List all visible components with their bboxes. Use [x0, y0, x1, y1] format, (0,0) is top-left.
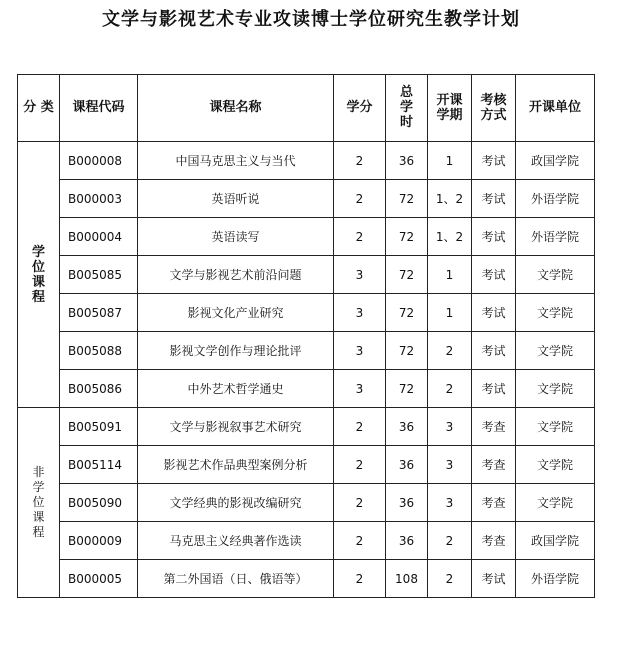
course-name-cell: 影视文化产业研究	[138, 294, 334, 332]
course-code-cell: B000003	[60, 180, 138, 218]
hours-cell: 72	[386, 180, 428, 218]
unit-cell: 文学院	[516, 484, 595, 522]
hours-cell: 36	[386, 446, 428, 484]
hours-cell: 72	[386, 332, 428, 370]
semester-cell: 1、2	[428, 218, 472, 256]
header-semester-label: 开课学期	[436, 92, 463, 123]
course-name-cell: 第二外国语（日、俄语等）	[138, 560, 334, 598]
unit-cell: 文学院	[516, 408, 595, 446]
unit-cell: 外语学院	[516, 560, 595, 598]
course-name-cell: 中国马克思主义与当代	[138, 142, 334, 180]
category-label: 非学位课程	[32, 465, 45, 539]
table-row	[18, 332, 595, 370]
hours-cell: 72	[386, 294, 428, 332]
assessment-cell: 考试	[472, 332, 516, 370]
course-code-cell: B005086	[60, 370, 138, 408]
semester-cell: 1、2	[428, 180, 472, 218]
course-code-cell: B000009	[60, 522, 138, 560]
credits-cell: 3	[334, 294, 386, 332]
course-code-cell: B000008	[60, 142, 138, 180]
assessment-cell: 考试	[472, 370, 516, 408]
header-unit: 开课单位	[516, 75, 595, 142]
course-name-cell: 文学经典的影视改编研究	[138, 484, 334, 522]
unit-cell: 文学院	[516, 446, 595, 484]
credits-cell: 3	[334, 256, 386, 294]
semester-cell: 2	[428, 522, 472, 560]
header-assessment-label: 考核方式	[480, 92, 507, 123]
header-assessment	[472, 75, 516, 142]
unit-cell: 外语学院	[516, 180, 595, 218]
unit-cell: 文学院	[516, 294, 595, 332]
hours-cell: 36	[386, 522, 428, 560]
course-name-cell: 英语听说	[138, 180, 334, 218]
category-non-degree-courses	[18, 408, 60, 598]
table-row	[18, 560, 595, 598]
assessment-cell: 考试	[472, 218, 516, 256]
hours-cell: 72	[386, 256, 428, 294]
category-label: 学位课程	[31, 244, 45, 305]
credits-cell: 2	[334, 180, 386, 218]
unit-cell: 政国学院	[516, 142, 595, 180]
unit-cell: 文学院	[516, 256, 595, 294]
page-title: 文学与影视艺术专业攻读博士学位研究生教学计划	[102, 9, 520, 30]
hours-cell: 72	[386, 218, 428, 256]
semester-cell: 3	[428, 446, 472, 484]
course-code-cell: B005085	[60, 256, 138, 294]
credits-cell: 2	[334, 484, 386, 522]
assessment-cell: 考试	[472, 256, 516, 294]
semester-cell: 2	[428, 332, 472, 370]
header-semester	[428, 75, 472, 142]
unit-cell: 文学院	[516, 332, 595, 370]
course-name-cell: 中外艺术哲学通史	[138, 370, 334, 408]
semester-cell: 1	[428, 294, 472, 332]
header-credits: 学分	[334, 75, 386, 142]
table-row	[18, 522, 595, 560]
hours-cell: 108	[386, 560, 428, 598]
assessment-cell: 考查	[472, 408, 516, 446]
course-code-cell: B000005	[60, 560, 138, 598]
assessment-cell: 考查	[472, 484, 516, 522]
header-row	[18, 75, 595, 142]
category-degree-courses	[18, 142, 60, 408]
credits-cell: 2	[334, 560, 386, 598]
credits-cell: 2	[334, 408, 386, 446]
semester-cell: 3	[428, 484, 472, 522]
unit-cell: 外语学院	[516, 218, 595, 256]
semester-cell: 1	[428, 256, 472, 294]
header-category: 分 类	[18, 75, 60, 142]
header-total-hours	[386, 75, 428, 142]
table-row	[18, 256, 595, 294]
course-name-cell: 影视艺术作品典型案例分析	[138, 446, 334, 484]
assessment-cell: 考试	[472, 180, 516, 218]
table-row	[18, 370, 595, 408]
assessment-cell: 考试	[472, 142, 516, 180]
course-name-cell: 影视文学创作与理论批评	[138, 332, 334, 370]
header-total-hours-label: 总学时	[399, 85, 413, 130]
table-row	[18, 180, 595, 218]
course-code-cell: B005090	[60, 484, 138, 522]
credits-cell: 2	[334, 522, 386, 560]
credits-cell: 3	[334, 332, 386, 370]
hours-cell: 72	[386, 370, 428, 408]
course-name-cell: 文学与影视叙事艺术研究	[138, 408, 334, 446]
table-row	[18, 446, 595, 484]
semester-cell: 2	[428, 560, 472, 598]
course-code-cell: B000004	[60, 218, 138, 256]
table-row	[18, 294, 595, 332]
assessment-cell: 考试	[472, 560, 516, 598]
assessment-cell: 考查	[472, 446, 516, 484]
course-code-cell: B005091	[60, 408, 138, 446]
unit-cell: 政国学院	[516, 522, 595, 560]
table-row	[18, 142, 595, 180]
course-code-cell: B005087	[60, 294, 138, 332]
table-row	[18, 484, 595, 522]
semester-cell: 3	[428, 408, 472, 446]
curriculum-table	[17, 74, 595, 598]
header-course-name: 课程名称	[138, 75, 334, 142]
unit-cell: 文学院	[516, 370, 595, 408]
course-name-cell: 马克思主义经典著作选读	[138, 522, 334, 560]
header-course-code: 课程代码	[60, 75, 138, 142]
hours-cell: 36	[386, 408, 428, 446]
table-row	[18, 408, 595, 446]
assessment-cell: 考查	[472, 522, 516, 560]
hours-cell: 36	[386, 484, 428, 522]
course-name-cell: 英语读写	[138, 218, 334, 256]
course-code-cell: B005114	[60, 446, 138, 484]
table-row	[18, 218, 595, 256]
credits-cell: 2	[334, 218, 386, 256]
semester-cell: 2	[428, 370, 472, 408]
credits-cell: 2	[334, 446, 386, 484]
assessment-cell: 考试	[472, 294, 516, 332]
course-name-cell: 文学与影视艺术前沿问题	[138, 256, 334, 294]
course-code-cell: B005088	[60, 332, 138, 370]
hours-cell: 36	[386, 142, 428, 180]
semester-cell: 1	[428, 142, 472, 180]
credits-cell: 3	[334, 370, 386, 408]
credits-cell: 2	[334, 142, 386, 180]
